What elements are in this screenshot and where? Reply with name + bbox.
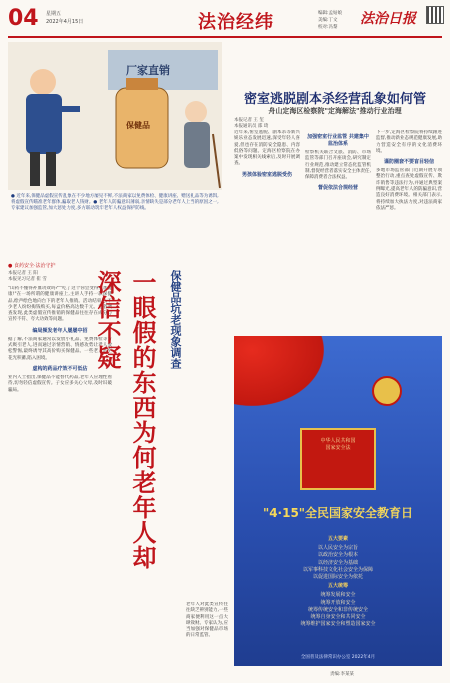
law-book-graphic: 中华人民共和国 国家安全法 [300, 428, 376, 490]
poster-issuer: 全国普及法律常识办公室 2022年4月 [300, 655, 376, 660]
salesman-leg [46, 152, 56, 186]
elderly-body [184, 122, 210, 168]
list-heading: 五大要素 [327, 536, 348, 542]
list-item: 统筹传统安全和非传统安全 [307, 606, 368, 613]
subheading: 谨防圈套不要盲目轻信 [383, 159, 434, 166]
poster-list [264, 534, 412, 628]
subheading: 督促依法合规经营 [317, 185, 358, 192]
newspaper-logo: 法治日报 [360, 11, 416, 27]
right-article-subheadline: 舟山定海区检察院"定海解法"推动行业治理 [268, 107, 402, 115]
list-item: 以经济安全为基础 [317, 559, 358, 566]
shop-sign: 厂家直销 [126, 64, 170, 77]
bottle-label: 保健品 [126, 121, 150, 130]
list-item: 统筹开放和安全 [320, 599, 356, 606]
issue-date: 2022年4月15日 [46, 19, 84, 25]
subheading: 编局频发老年人屡屡中招 [32, 327, 88, 334]
bottle-cap [126, 78, 158, 90]
salesman-leg [30, 152, 40, 186]
flag-graphic [234, 336, 324, 406]
right-article-headline: 密室逃脱剧本杀经营乱象如何管 [243, 92, 426, 107]
subheading: 男孩体验密室逃脱受伤 [241, 171, 292, 178]
page-header [8, 6, 442, 38]
qr-code-icon [426, 6, 444, 24]
right-article-column: 下一步,定海区检察院将持续跟进监督,推动新业态规范健康发展,助力营造安全有序的文化消费环境。 谨防圈套不要盲目轻信 多地市场监管部门近期开展专项整治行动,重点查处虚假宣传、欺诈销售等违法行为,并通过典型案例曝光,提高老年人的防骗意识,营造良好消费环境。相关部门表示,将持续加大执法力度,对违法商家依法严惩。 [376, 130, 442, 211]
editor-credits: 编辑:孟姑娘 美编:丁文 校对:冯黎 [318, 11, 343, 30]
weekday: 星期五 [46, 11, 62, 17]
salesman-body [26, 94, 62, 154]
walking-cane [213, 134, 220, 188]
right-article-body [234, 130, 442, 320]
article-body: "山药不懂得补血功效吗?""吃了这个你会变得更加健康!"在一场所谓的健康讲座上,主讲人手持一款保健品,绘声绘色地向台下的老年人推销。活动结束后,不少老人纷纷掏钱购买,每盒价格高达数千元。记者调查发现,此类虚假宣传推销的保健品往往存在成分与宣传不符、夸大功效等问题。 [8, 286, 112, 323]
right-article-column: 近年来,密室逃脱、剧本杀等新兴娱乐业态发展迅速,深受年轻人喜爱,但也存在消防安全隐患、内容低俗等问题。定海区检察院在办案中发现相关线索后,及时开展调查。 男孩体验密室逃脱受伤 [234, 130, 300, 178]
byline: 本报记者 王 阳 本报见习记者 崔 雪 [8, 271, 47, 282]
list-item: 以政治安全为根本 [317, 552, 358, 559]
subheading: 加强密室行业监管 共建集中监治体系 [307, 134, 369, 147]
section-title: 法治经纬 [198, 12, 274, 33]
salesman-arm [58, 106, 80, 112]
right-article-column: 加强密室行业监管 共建集中监治体系 检察机关联合文旅、消防、市场监管等部门召开座谈会,研究制定行业规范,推动建立常态化监管机制,督促经营者落实安全主体责任,保障消费者合法权益。 督促依法合规经营 [305, 134, 371, 192]
subheading: 虚构的药品疗效不可低估 [32, 365, 88, 372]
cartoon-caption: ● 近年来,保健品虚假宣传乱象在不少地方屡见不鲜,不法商家以免费体检、健康讲座、赠送礼品等为诱饵,将虚假宣传瞄准老年群体,骗取老人钱财。● 老年人防骗意识薄弱,亲情缺失是部分老年人上当的原因之一,专家建议加强监管,加大惩处力度,多方联动筑牢老年人权益保护防线。 [11, 194, 219, 212]
national-emblem-icon [372, 376, 402, 406]
national-security-poster [234, 336, 442, 666]
main-article-column-2 [186, 262, 228, 677]
list-item: 以军事科技文化社会安全为保障 [302, 566, 373, 573]
page-editor: 责编:李某某 [330, 672, 355, 677]
page-number: 04 [8, 6, 39, 31]
article-body: 业内人士指出,保健品不能替代药品,老年人应理性看待,切勿轻信虚假宣传。子女应多关心父母,及时识破骗局。 [8, 374, 112, 393]
main-subheadline: 保健品坑老现象调查 [169, 270, 182, 369]
list-item: 以人民安全为宗旨 [317, 545, 358, 552]
right-article-byline: 本报记者 王 玺 本报通讯员 邵 琦 [234, 118, 269, 129]
header-divider [8, 36, 442, 38]
salesman-head [30, 69, 56, 95]
elderly-head [185, 101, 207, 123]
main-headline: 一眼假的东西为何老年人却深信不疑 [93, 270, 157, 570]
list-item: 以促进国际安全为依托 [312, 574, 363, 581]
list-item: 统筹发展和安全 [320, 592, 356, 599]
cartoon-illustration [8, 42, 222, 190]
list-item: 统筹维护国家安全和塑造国家安全 [300, 621, 376, 628]
cartoon-svg [8, 42, 222, 190]
article-body: 老年人对此类宣传往往缺乏辨别能力,一些商家便利用这一点大肆敛财。专家认为,应当加强对保健品市场的日常监管。 [186, 602, 228, 639]
poster-title: "4·15"全民国家安全教育日 [262, 506, 414, 520]
list-heading: 五大统筹 [327, 583, 348, 590]
column-tag: ● 食药安全·法治守护 [8, 263, 56, 269]
article-body: 据了解,不法商家通常以发放小礼品、免费体检等方式吸引老人,进而通过亲情营销、情感攻势让老人放松警惕,最终诱导其高价购买保健品。一些老人甚至花光积蓄,陷入困境。 [8, 336, 112, 361]
list-item: 统筹自身安全和共同安全 [310, 614, 366, 621]
